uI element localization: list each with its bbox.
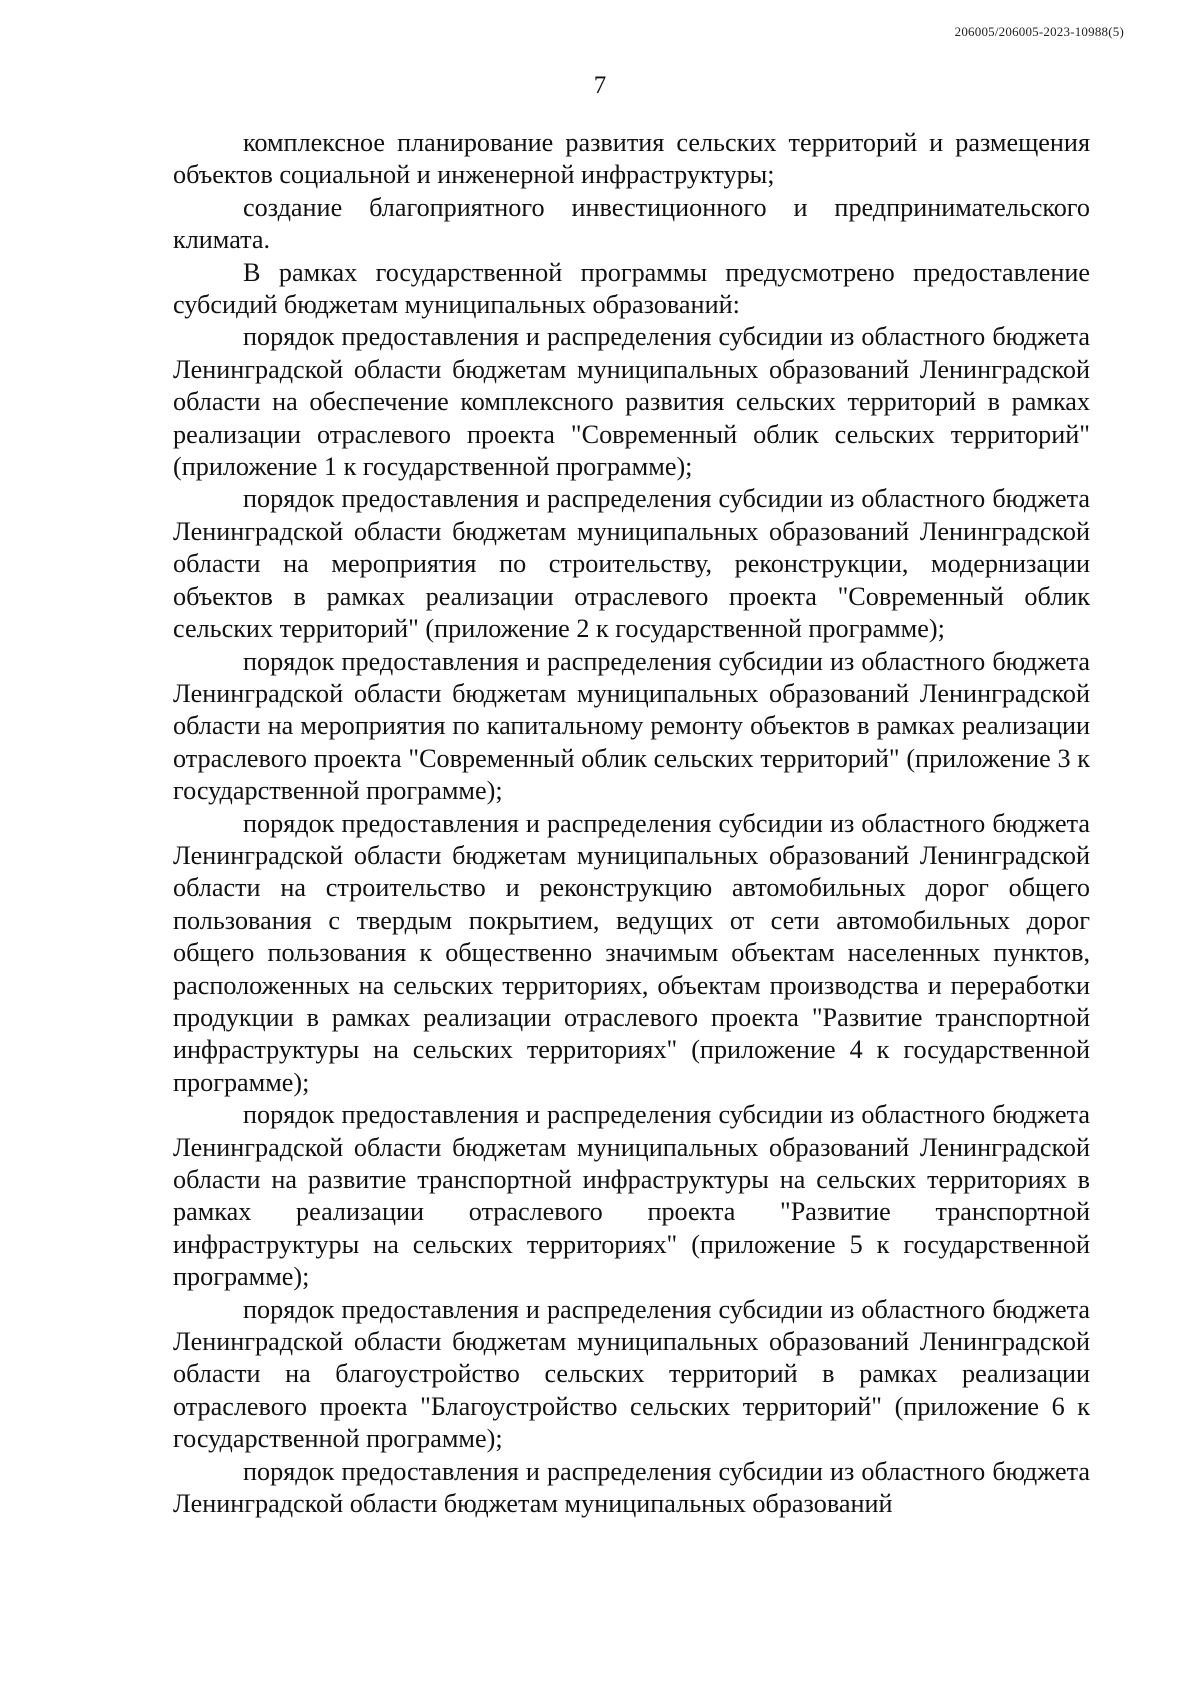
paragraph-continuation: порядок предоставления и распределения субсидии из областного бюджета Ленинградской области бюджетам муниципальных образований <box>173 1456 1090 1519</box>
paragraph-appendix-4: порядок предоставления и распределения субсидии из областного бюджета Ленинградской области бюджетам муниципальных образований Ленинградской области на строительство и реконструкцию автомобильных дорог общего пользования с твердым покрытием, ведущих от сети автомобильных дорог общего пользования к общественно значимым объектам населенных пунктов, расположенных на сельских территориях, объектам производства и переработки продукции в рамках реализации отраслевого проекта "Развитие транспортной инфраструктуры на сельских территориях" (приложение 4 к государственной программе); <box>173 808 1090 1097</box>
paragraph-planning: комплексное планирование развития сельских территорий и размещения объектов социальной и инженерной инфраструктуры; <box>173 128 1090 190</box>
paragraph-appendix-1: порядок предоставления и распределения субсидии из областного бюджета Ленинградской области бюджетам муниципальных образований Ленинградской области на обеспечение комплексного развития сельских территорий в рамках реализации отраслевого проекта "Современный облик сельских территорий" (приложение 1 к государственной программе); <box>173 322 1090 482</box>
paragraph-appendix-6: порядок предоставления и распределения субсидии из областного бюджета Ленинградской области бюджетам муниципальных образований Ленинградской области на благоустройство сельских территорий в рамках реализации отраслевого проекта "Благоустройство сельских территорий" (приложение 6 к государственной программе); <box>173 1294 1090 1454</box>
document-body <box>173 127 1090 1520</box>
paragraph-subsidies-intro: В рамках государственной программы предусмотрено предоставление субсидий бюджетам муниципальных образований: <box>173 257 1090 320</box>
page-number: 7 <box>593 72 607 99</box>
paragraph-appendix-2: порядок предоставления и распределения субсидии из областного бюджета Ленинградской области бюджетам муниципальных образований Ленинградской области на мероприятия по строительству, реконструкции, модернизации объектов в рамках реализации отраслевого проекта "Современный облик сельских территорий" (приложение 2 к государственной программе); <box>173 484 1090 644</box>
document-id: 206005/206005-2023-10988(5) <box>954 24 1124 39</box>
paragraph-appendix-3: порядок предоставления и распределения субсидии из областного бюджета Ленинградской области бюджетам муниципальных образований Ленинградской области на мероприятия по капитальному ремонту объектов в рамках реализации отраслевого проекта "Современный облик сельских территорий" (приложение 3 к государственной программе); <box>173 646 1090 806</box>
paragraph-investment-climate: создание благоприятного инвестиционного и предпринимательского климата. <box>173 192 1090 255</box>
paragraph-appendix-5: порядок предоставления и распределения субсидии из областного бюджета Ленинградской области бюджетам муниципальных образований Ленинградской области на развитие транспортной инфраструктуры на сельских территориях в рамках реализации отраслевого проекта "Развитие транспортной инфраструктуры на сельских территориях" (приложение 5 к государственной программе); <box>173 1100 1090 1292</box>
